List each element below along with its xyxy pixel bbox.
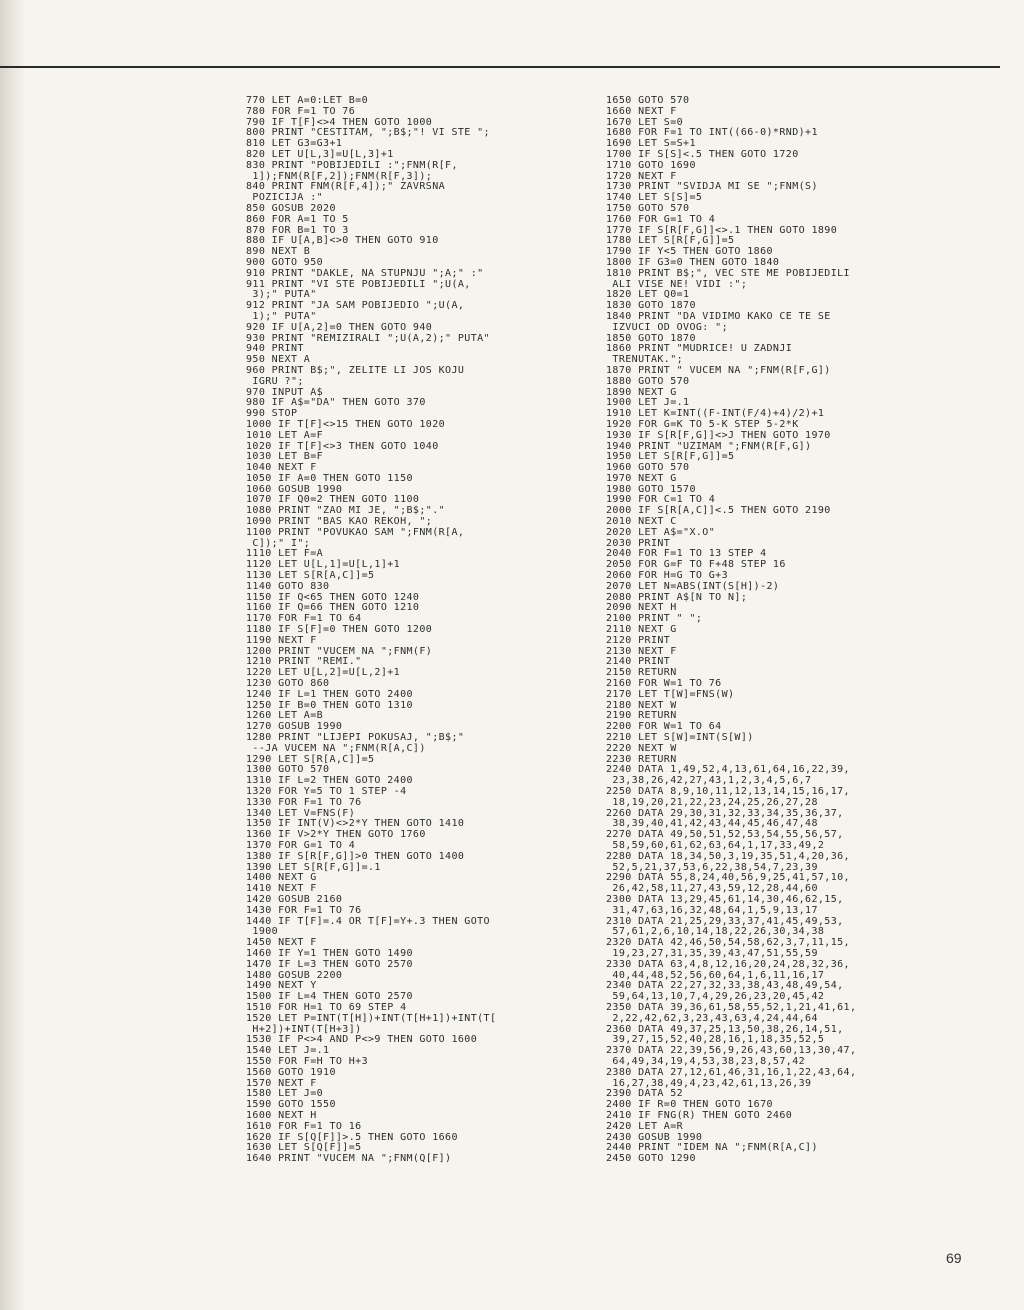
- code-listing-right-column: 1650 GOTO 570 1660 NEXT F 1670 LET S=0 1680 FOR F=1 TO INT((66-0)*RND)+1 1690 LET S=S+1 1700 IF S[S]<.5 THEN GOTO 1720 1710 GOTO 1690 1720 NEXT F 1730 PRINT "SVIDJA MI SE ";FNM(S) 1740 LET S[S]=5 1750 GOTO 570 1760 FOR G=1 TO 4 1770 IF S[R[F,G]]<>.1 THEN GOTO 1890 1780 LET S[R[F,G]]=5 1790 IF Y<5 THEN GOTO 1860 1800 IF G3=0 THEN GOTO 1840 1810 PRINT B$;", VEC STE ME POBIJEDILI ALI VISE NE! VIDI :"; 1820 LET Q0=1 1830 GOTO 1870 1840 PRINT "DA VIDIMO KAKO CE TE SE IZVUCI OD OVOG: "; 1850 GOTO 1870 1860 PRINT "MUDRICE! U ZADNJI TRENUTAK."; 1870 PRINT " VUCEM NA ";FNM(R[F,G]) 1880 GOTO 570 1890 NEXT G 1900 LET J=.1 1910 LET K=INT((F-INT(F/4)+4)/2)+1 1920 FOR G=K TO 5-K STEP 5-2*K 1930 IF S[R[F,G]]<>J THEN GOTO 1970 1940 PRINT "UZIMAM ";FNM(R[F,G]) 1950 LET S[R[F,G]]=5 1960 GOTO 570 1970 NEXT G 1980 GOTO 1570 1990 FOR C=1 TO 4 2000 IF S[R[A,C]]<.5 THEN GOTO 2190 2010 NEXT C 2020 LET A$="X.O" 2030 PRINT 2040 FOR F=1 TO 13 STEP 4 2050 FOR G=F TO F+48 STEP 16 2060 FOR H=G TO G+3 2070 LET N=ABS(INT(S[H])-2) 2080 PRINT A$[N TO N]; 2090 NEXT H 2100 PRINT " "; 2110 NEXT G 2120 PRINT 2130 NEXT F 2140 PRINT 2150 RETURN 2160 FOR W=1 TO 76 2170 LET T[W]=FNS(W) 2180 NEXT W 2190 RETURN 2200 FOR W=1 TO 64 2210 LET S[W]=INT(S[W]) 2220 NEXT W 2230 RETURN 2240 DATA 1,49,52,4,13,61,64,16,22,39, 23,38,26,42,27,43,1,2,3,4,5,6,7 2250 DATA 8,9,10,11,12,13,14,15,16,17, 18,19,20,21,22,23,24,25,26,27,28 2260 DATA 29,30,31,32,33,34,35,36,37, 38,39,40,41,42,43,44,45,46,47,48 2270 DATA 49,50,51,52,53,54,55,56,57, 58,59,60,61,62,63,64,1,17,33,49,2 2280 DATA 18,34,50,3,19,35,51,4,20,36, 52,5,21,37,53,6,22,38,54,7,23,39 2290 DATA 55,8,24,40,56,9,25,41,57,10, 26,42,58,11,27,43,59,12,28,44,60 2300 DATA 13,29,45,61,14,30,46,62,15, 31,47,63,16,32,48,64,1,5,9,13,17 2310 DATA 21,25,29,33,37,41,45,49,53, 57,61,2,6,10,14,18,22,26,30,34,38 2320 DATA 42,46,50,54,58,62,3,7,11,15, 19,23,27,31,35,39,43,47,51,55,59 2330 DATA 63,4,8,12,16,20,24,28,32,36, 40,44,48,52,56,60,64,1,6,11,16,17 2340 DATA 22,27,32,33,38,43,48,49,54, 59,64,13,10,7,4,29,26,23,20,45,42 2350 DATA 39,36,61,58,55,52,1,21,41,61, 2,22,42,62,3,23,43,63,4,24,44,64 2360 DATA 49,37,25,13,50,38,26,14,51, 39,27,15,52,40,28,16,1,18,35,52,5 2370 DATA 22,39,56,9,26,43,60,13,30,47, 64,49,34,19,4,53,38,23,8,57,42 2380 DATA 27,12,61,46,31,16,1,22,43,64, 16,27,38,49,4,23,42,61,13,26,39 2390 DATA 52 2400 IF R=0 THEN GOTO 1670 2410 IF FNG(R) THEN GOTO 2460 2420 LET A=R 2430 GOSUB 1990 2440 PRINT "IDEM NA ";FNM(R[A,C]) 2450 GOTO 1290: [606, 95, 857, 1165]
- code-listing-left-column: 770 LET A=0:LET B=0 780 FOR F=1 TO 76 790 IF T[F]<>4 THEN GOTO 1000 800 PRINT "CESTITAM, ";B$;"! VI STE "; 810 LET G3=G3+1 820 LET U[L,3]=U[L,3]+1 830 PRINT "POBIJEDILI :";FNM(R[F, 1]);FNM(R[F,2]);FNM(R[F,3]); 840 PRINT FNM(R[F,4]);" ZAVRSNA POZICIJA :" 850 GOSUB 2020 860 FOR A=1 TO 5 870 FOR B=1 TO 3 880 IF U[A,B]<>0 THEN GOTO 910 890 NEXT B 900 GOTO 950 910 PRINT "DAKLE, NA STUPNJU ";A;" :" 911 PRINT "VI STE POBIJEDILI ";U(A, 3);" PUTA" 912 PRINT "JA SAM POBIJEDIO ";U(A, 1);" PUTA" 920 IF U[A,2]=0 THEN GOTO 940 930 PRINT "REMIZIRALI ";U(A,2);" PUTA" 940 PRINT 950 NEXT A 960 PRINT B$;", ZELITE LI JOS KOJU IGRU ?"; 970 INPUT A$ 980 IF A$="DA" THEN GOTO 370 990 STOP 1000 IF T[F]<>15 THEN GOTO 1020 1010 LET A=F 1020 IF T[F]<>3 THEN GOTO 1040 1030 LET B=F 1040 NEXT F 1050 IF A=0 THEN GOTO 1150 1060 GOSUB 1990 1070 IF Q0=2 THEN GOTO 1100 1080 PRINT "ZAO MI JE, ";B$;"." 1090 PRINT "BAS KAO REKOH, "; 1100 PRINT "POVUKAO SAM ";FNM(R[A, C]);" I"; 1110 LET F=A 1120 LET U[L,1]=U[L,1]+1 1130 LET S[R[A,C]]=5 1140 GOTO 830 1150 IF Q<65 THEN GOTO 1240 1160 IF Q=66 THEN GOTO 1210 1170 FOR F=1 TO 64 1180 IF S[F]=0 THEN GOTO 1200 1190 NEXT F 1200 PRINT "VUCEM NA ";FNM(F) 1210 PRINT "REMI." 1220 LET U[L,2]=U[L,2]+1 1230 GOTO 860 1240 IF L=1 THEN GOTO 2400 1250 IF B=0 THEN GOTO 1310 1260 LET A=B 1270 GOSUB 1990 1280 PRINT "LIJEPI POKUSAJ, ";B$;" --JA VUCEM NA ";FNM(R[A,C]) 1290 LET S[R[A,C]]=5 1300 GOTO 570 1310 IF L=2 THEN GOTO 2400 1320 FOR Y=5 TO 1 STEP -4 1330 FOR F=1 TO 76 1340 LET V=FNS(F) 1350 IF INT(V)<>2*Y THEN GOTO 1410 1360 IF V>2*Y THEN GOTO 1760 1370 FOR G=1 TO 4 1380 IF S[R[F,G]]>0 THEN GOTO 1400 1390 LET S[R[F,G]]=.1 1400 NEXT G 1410 NEXT F 1420 GOSUB 2160 1430 FOR F=1 TO 76 1440 IF T[F]=.4 OR T[F]=Y+.3 THEN GOTO 1900 1450 NEXT F 1460 IF Y=1 THEN GOTO 1490 1470 IF L=3 THEN GOTO 2570 1480 GOSUB 2200 1490 NEXT Y 1500 IF L=4 THEN GOTO 2570 1510 FOR H=1 TO 69 STEP 4 1520 LET P=INT(T[H])+INT(T[H+1])+INT(T[ H+2])+INT(T[H+3]) 1530 IF P<>4 AND P<>9 THEN GOTO 1600 1540 LET J=.1 1550 FOR F=H TO H+3 1560 GOTO 1910 1570 NEXT F 1580 LET J=0 1590 GOTO 1550 1600 NEXT H 1610 FOR F=1 TO 16 1620 IF S[Q[F]]>.5 THEN GOTO 1660 1630 LET S[Q[F]]=5 1640 PRINT "VUCEM NA ";FNM(Q[F]): [246, 95, 497, 1165]
- header-rule: [0, 66, 1000, 68]
- binding-gutter: [0, 0, 26, 1310]
- page-number: 69: [946, 1250, 962, 1266]
